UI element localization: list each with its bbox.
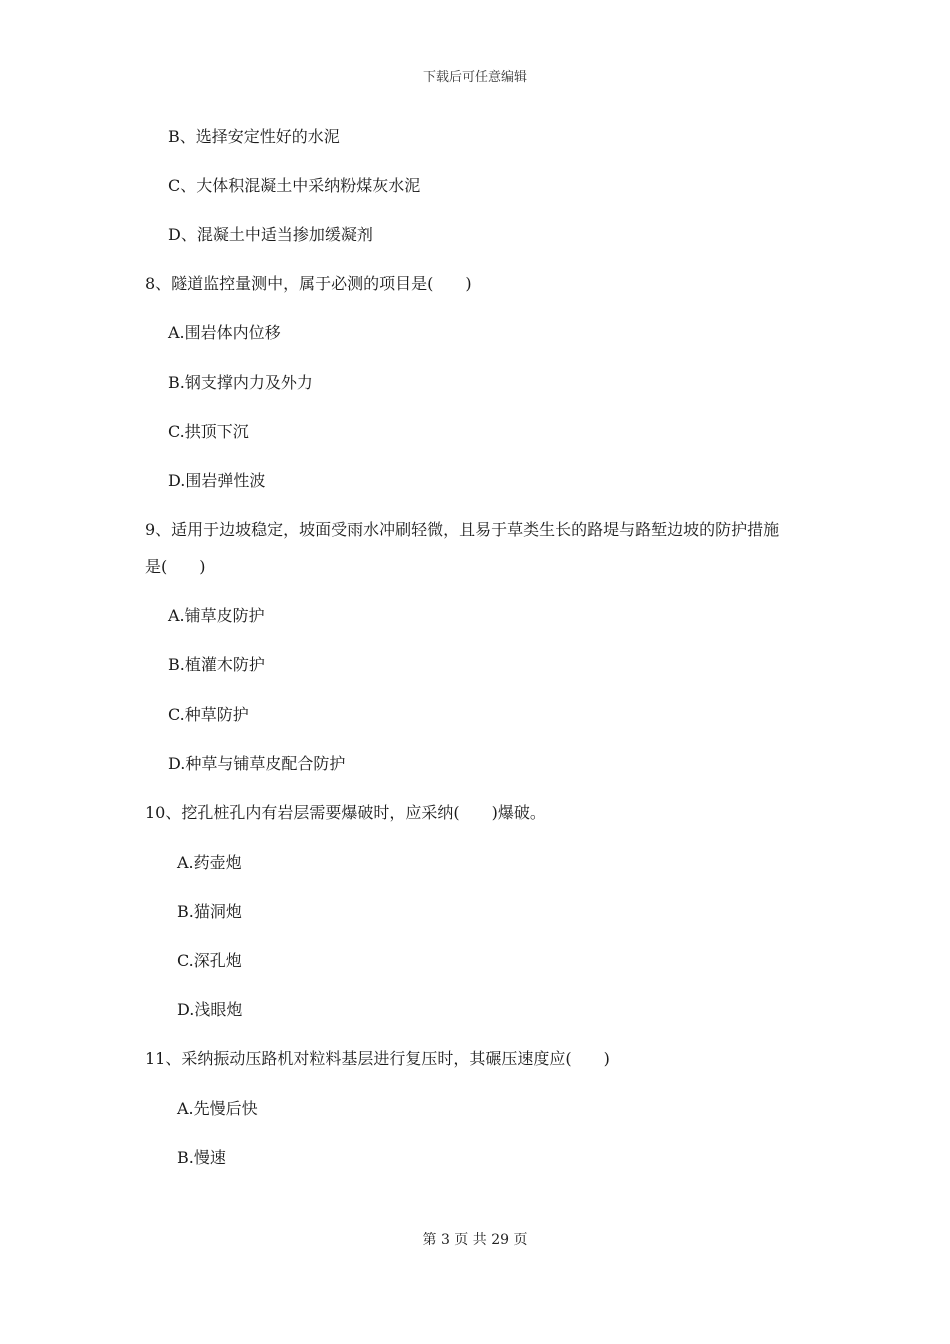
option-text: C.种草防护 (168, 705, 249, 724)
option-text: B.钢支撑内力及外力 (168, 373, 313, 392)
option-text: A.药壶炮 (177, 853, 242, 872)
option-text: A.先慢后快 (177, 1099, 258, 1118)
option-text: B.猫洞炮 (177, 902, 242, 921)
option-text: B、选择安定性好的水泥 (168, 127, 340, 146)
option-text: A.铺草皮防护 (168, 606, 265, 625)
option-text: D、混凝土中适当掺加缓凝剂 (168, 225, 373, 244)
question-text: 11、采纳振动压路机对粒料基层进行复压时，其碾压速度应( ) (145, 1049, 610, 1068)
question-text: 9、适用于边坡稳定，坡面受雨水冲刷轻微，且易于草类生长的路堤与路堑边坡的防护措施 (145, 520, 780, 539)
option-text: B.植灌木防护 (168, 655, 265, 674)
option-text: A.围岩体内位移 (168, 323, 281, 342)
option-text: C、大体积混凝土中采纳粉煤灰水泥 (168, 176, 421, 195)
question-text: 8、隧道监控量测中，属于必测的项目是( ) (145, 274, 472, 293)
question-text: 10、挖孔桩孔内有岩层需要爆破时，应采纳( )爆破。 (145, 803, 546, 822)
option-text: D.围岩弹性波 (168, 471, 266, 490)
option-text: D.浅眼炮 (177, 1000, 243, 1019)
option-text: C.深孔炮 (177, 951, 242, 970)
option-text: B.慢速 (177, 1148, 226, 1167)
option-text: C.拱顶下沉 (168, 422, 249, 441)
page-header: 下载后可任意编辑 (422, 70, 527, 85)
question-text-continued: 是( ) (145, 557, 206, 576)
page-footer: 第 3 页 共 29 页 (422, 1232, 528, 1248)
option-text: D.种草与铺草皮配合防护 (168, 754, 346, 773)
